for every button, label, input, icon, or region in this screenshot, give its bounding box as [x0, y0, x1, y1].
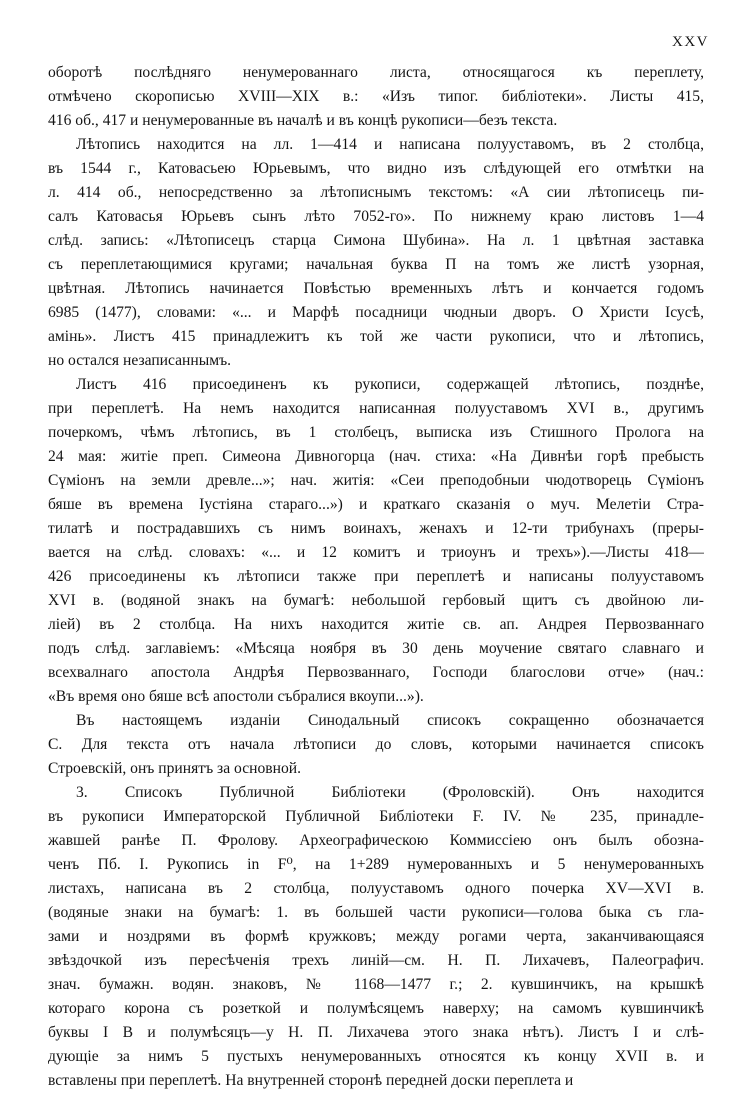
text-line: бяше въ времена Іустіяна стараго...») и краткаго сказанія о муч. Мелетіи Стра- [48, 496, 704, 513]
text-line: 3. Списокъ Публичной Библіотеки (Фроловскій). Онъ находится [76, 784, 704, 801]
text-line: въ рукописи Императорской Публичной Библіотеки F. IV. № 235, принадле- [48, 808, 704, 825]
paragraph [48, 781, 704, 1093]
paragraph [48, 709, 704, 781]
text-line: «Въ время оно бяше всѣ апостоли събралися вкоупи...»). [48, 688, 424, 705]
text-line: съ переплетающимися кругами; начальная буква П на томъ же листѣ узорная, [48, 256, 704, 273]
text-line: Листъ 416 присоединенъ къ рукописи, содержащей лѣтопись, позднѣе, [76, 376, 704, 393]
text-line: ченъ Пб. I. Рукопись in F⁰, на 1+289 нумерованныхъ и 5 ненумерованныхъ [48, 856, 704, 873]
text-line: Сүміонъ на земли древле...»; нач. житія: «Сеи преподобныи чюдотворець Сүміонъ [48, 472, 704, 489]
text-line: ліей) въ 2 столбца. На нихъ находится житіе св. ап. Андрея Первозваннаго [48, 616, 704, 633]
text-line: при переплетѣ. На немъ находится написанная полууставомъ XVI в., другимъ [48, 400, 704, 417]
text-line: листахъ, написана въ 2 столбца, полууставомъ одного почерка XV—XVI в. [48, 880, 704, 897]
text-line: дующіе за нимъ 5 пустыхъ ненумерованныхъ относятся къ концу XVII в. и [48, 1048, 704, 1065]
text-line: всехвалнаго апостола Андрѣя Первозваннаго, Господи благослови отче» (нач.: [48, 664, 704, 681]
text-line: (водяные знаки на бумагѣ: 1. въ большей части рукописи—голова быка съ гла- [48, 904, 704, 921]
text-line: буквы I В и полумѣсяцъ—у Н. П. Лихачева этого знака нѣтъ). Листъ I и слѣ- [48, 1024, 704, 1041]
text-line: л. 414 об., непосредственно за лѣтописнымъ текстомъ: «А сии лѣтописець пи- [48, 184, 704, 201]
text-line: 416 об., 417 и ненумерованные въ началѣ и въ концѣ рукописи—безъ текста. [48, 112, 558, 129]
text-line: почеркомъ, чѣмъ лѣтопись, въ 1 столбецъ, выписка изъ Стишного Пролога на [48, 424, 704, 441]
text-line: салъ Катовасья Юрьевъ сынъ лѣто 7052-го». По нижнему краю листовъ 1—4 [48, 208, 704, 225]
text-line: 6985 (1477), словами: «... и Марфѣ посадници чюдныи дворъ. О Христи Ісусѣ, [48, 304, 704, 321]
text-line: но остался незаписаннымъ. [48, 352, 232, 369]
text-line: тилатѣ и пострадавшихъ съ нимъ воинахъ, женахъ и 12-ти трибунахъ (преры- [48, 520, 704, 537]
text-line: С. Для текста отъ начала лѣтописи до словъ, которыми начинается списокъ [48, 736, 704, 753]
text-line: Лѣтопись находится на лл. 1—414 и написана полууставомъ, въ 2 столбца, [76, 136, 704, 153]
text-line: жавшей ранѣе П. Фролову. Археографическою Коммиссіею онъ былъ обозна- [48, 832, 704, 849]
text-line: отмѣчено скорописью XVIII—XIX в.: «Изъ типог. библіотеки». Листы 415, [48, 88, 704, 105]
text-line: котораго корона съ розеткой и полумѣсяцемъ наверху; на самомъ кувшинчикѣ [48, 1000, 704, 1017]
text-line: амінь». Листъ 415 принадлежитъ къ той же части рукописи, что и лѣтопись, [48, 328, 704, 345]
paragraph [48, 61, 704, 133]
page-number: XXV [672, 34, 709, 50]
text-line: 426 присоединены къ лѣтописи также при переплетѣ и написаны полууставомъ [48, 568, 704, 585]
text-line: оборотѣ послѣдняго ненумерованнаго листа, относящагося къ переплету, [48, 64, 704, 81]
text-line: цвѣтная. Лѣтопись начинается Повѣстью временныхъ лѣтъ и кончается годомъ [48, 280, 704, 297]
text-line: вставлены при переплетѣ. На внутренней сторонѣ передней доски переплета и [48, 1072, 574, 1089]
text-line: зами и ноздрями въ формѣ кружковъ; между рогами черта, заканчивающаяся [48, 928, 704, 945]
text-line: XVI в. (водяной знакъ на бумагѣ: небольшой гербовый щитъ съ двойною ли- [48, 592, 704, 609]
text-line: 24 мая: житіе преп. Симеона Дивногорца (нач. стиха: «На Дивнѣи горѣ пребысть [48, 448, 704, 465]
paragraph [48, 133, 704, 373]
text-line: слѣд. запись: «Лѣтописецъ старца Симона Шубина». На л. 1 цвѣтная заставка [48, 232, 704, 249]
paragraph [48, 373, 704, 709]
text-line: Въ настоящемъ изданіи Синодальный списокъ сокращенно обозначается [76, 712, 704, 729]
text-line: въ 1544 г., Катовасьею Юрьевымъ, что видно изъ слѣдующей его отмѣтки на [48, 160, 704, 177]
text-line: знач. бумажн. водян. знаковъ, № 1168—1477 г.; 2. кувшинчикъ, на крышкѣ [48, 976, 704, 993]
text-line: звѣздочкой изъ пересѣченія трехъ линій—см. Н. П. Лихачевъ, Палеографич. [48, 952, 704, 969]
text-line: вается на слѣд. словахъ: «... и 12 комитъ и триоунъ и трехъ»).—Листы 418— [48, 544, 704, 561]
text-line: Строевскій, онъ принятъ за основной. [48, 760, 302, 777]
body-text [48, 61, 704, 1093]
text-line: подъ слѣд. заглавіемъ: «Мѣсяца ноября въ 30 день моучение святаго славнаго и [48, 640, 704, 657]
